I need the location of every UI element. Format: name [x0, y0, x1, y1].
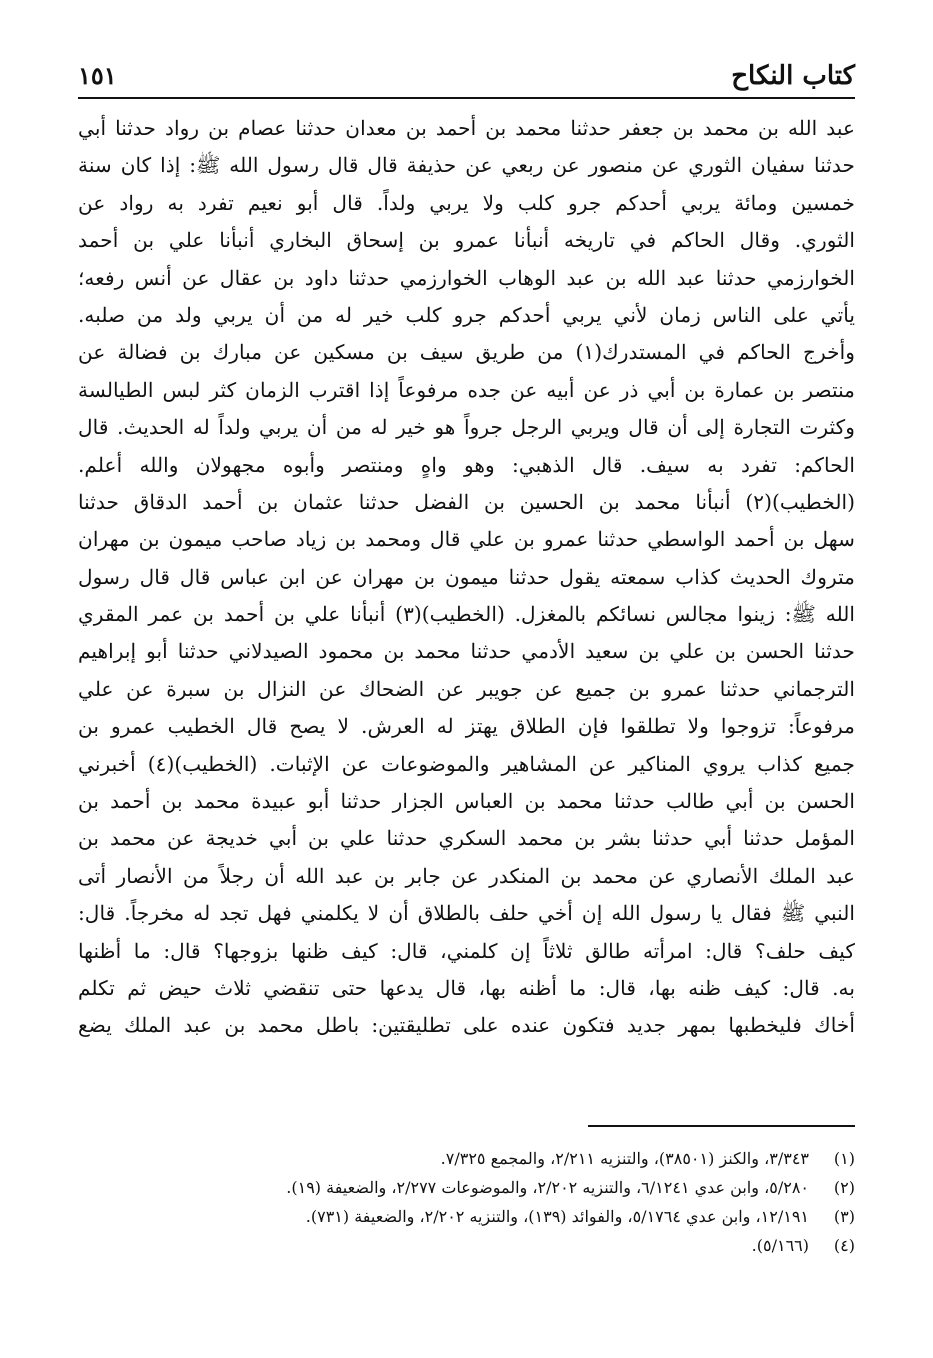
text-line: (الخطيب)(٢) أنبأنا محمد بن الحسين بن الفضل حدثنا عثمان بن أحمد الدقاق حدثنا [78, 489, 855, 514]
text-line: وكثرت التجارة إلى أن قال ويربي الرجل جرواً هو خير له من أن يربي ولداً له الحديث. قال [78, 415, 855, 440]
main-text [78, 110, 855, 1082]
text-line: حدثنا الحسن بن علي بن سعيد الأدمي حدثنا محمد بن محمود الصيدلاني حدثنا أبو إبراهيم [78, 639, 855, 664]
text-line: النبي ﷺ فقال يا رسول الله إن أخي حلف بالطلاق أن لا يكلمني فهل تجد له مخرجاً. قال: [78, 901, 855, 926]
footnote-text: ٣/٣٤٣، والكنز (٣٨٥٠١)، والتنزيه ٢/٢١١، والمجمع ٧/٣٢٥. [440, 1149, 809, 1168]
running-title: كتاب النكاح [731, 61, 855, 91]
footnote-text: (٥/١٦٦). [751, 1236, 809, 1255]
text-line: وأخرج الحاكم في المستدرك(١) من طريق سيف بن مسكين عن مبارك بن فضالة عن [78, 340, 855, 365]
text-line: الحاكم: تفرد به سيف. قال الذهبي: وهو واهٍ ومنتصر وأبوه مجهولان والله أعلم. [78, 452, 855, 477]
footnote-item [78, 1144, 855, 1173]
footnote-item [78, 1202, 855, 1231]
footnote-text: ١٢/١٩١، وابن عدي ٥/١٧٦٤، والفوائد (١٣٩)، والتنزيه ٢/٢٠٢، والضعيفة (٧٣١). [305, 1207, 809, 1226]
text-line: مرفوعاً: تزوجوا ولا تطلقوا فإن الطلاق يهتز له العرش. لا يصح قال الخطيب عمرو بن [78, 714, 855, 739]
page-number: ١٥١ [78, 61, 117, 90]
footnote-item [78, 1173, 855, 1202]
text-line: الخوارزمي حدثنا عبد الله بن عبد الوهاب الخوارزمي حدثنا داود بن عقال عن أنس رفعه؛ [78, 265, 855, 290]
text-line: به. قال: كيف ظنه بها، قال: ما أظنه بها، قال يدعها حتى تنقضي ثلاث حيض ثم تكلم [78, 975, 855, 1000]
text-line: متروك الحديث كذاب سمعته يقول حدثنا ميمون بن مهران عن ابن عباس قال قال رسول [78, 564, 855, 589]
footnote-text: ٥/٢٨٠، وابن عدي ٦/١٢٤١، والتنزيه ٢/٢٠٢، والموضوعات ٢/٢٧٧، والضعيفة (١٩). [286, 1178, 809, 1197]
footnote-divider [588, 1125, 855, 1127]
text-line: منتصر بن عمارة بن أبي ذر عن أبيه عن جده مرفوعاً إذا اقترب الزمان كثر لبس الطيالسة [78, 377, 855, 402]
header-divider [78, 97, 855, 99]
footnote-item [78, 1231, 855, 1260]
text-line [78, 1045, 855, 1082]
text-line: الترجماني حدثنا عمرو بن جميع عن جويبر عن الضحاك عن النزال بن سبرة عن علي [78, 676, 855, 701]
text-line: عبد الله بن محمد بن جعفر حدثنا محمد بن أحمد بن معدان حدثنا عصام بن رواد حدثنا أبي [78, 116, 855, 140]
text-line: يأتي على الناس زمان لأني يربي أحدكم جرو كلب خير له من أن يربي ولد من صلبه. [78, 302, 855, 327]
text-line: عبد الملك الأنصاري عن محمد بن المنكدر عن جابر بن عبد الله أن رجلاً من الأنصار أتى [78, 863, 855, 888]
text-line: الثوري. وقال الحاكم في تاريخه أنبأنا عمرو بن إسحاق البخاري أنبأنا علي بن أحمد [78, 228, 855, 253]
text-line: جميع كذاب يروي المناكير عن المشاهير والموضوعات عن الإثبات. (الخطيب)(٤) أخبرني [78, 751, 855, 776]
text-line: الحسن بن أبي طالب حدثنا محمد بن العباس الجزار حدثنا أبو عبيدة محمد بن أحمد بن [78, 789, 855, 814]
footnote-number: (٢) [833, 1178, 855, 1197]
text-line: المؤمل حدثنا أبي حدثنا بشر بن محمد السكري حدثنا علي بن أبي خديجة عن محمد بن [78, 826, 855, 851]
text-line: كيف حلف؟ قال: امرأته طالق ثلاثاً إن كلمني، قال: كيف ظنها بزوجها؟ قال: ما أظنها [78, 938, 855, 963]
text-line: خمسين ومائة يربي أحدكم جرو كلب ولا يربي ولداً. قال أبو نعيم تفرد به رواد عن [78, 190, 855, 215]
text-line: الله ﷺ: زينوا مجالس نسائكم بالمغزل. (الخطيب)(٣) أنبأنا علي بن أحمد بن عمر المقري [78, 602, 855, 627]
text-line: حدثنا سفيان الثوري عن منصور عن ربعي عن حذيفة قال قال رسول الله ﷺ: إذا كان سنة [78, 153, 855, 178]
page-header [78, 58, 855, 98]
footnote-number: (١) [833, 1149, 855, 1168]
footnote-number: (٣) [833, 1207, 855, 1226]
text-line: سهل بن أحمد الواسطي حدثنا عمرو بن علي قال ومحمد بن زياد صاحب ميمون بن مهران [78, 527, 855, 552]
footnote-number: (٤) [833, 1236, 855, 1255]
footnotes [78, 1144, 855, 1260]
text-line: أخاك فليخطبها بمهر جديد فتكون عنده على تطليقتين: باطل محمد بن عبد الملك يضع [78, 1013, 855, 1038]
